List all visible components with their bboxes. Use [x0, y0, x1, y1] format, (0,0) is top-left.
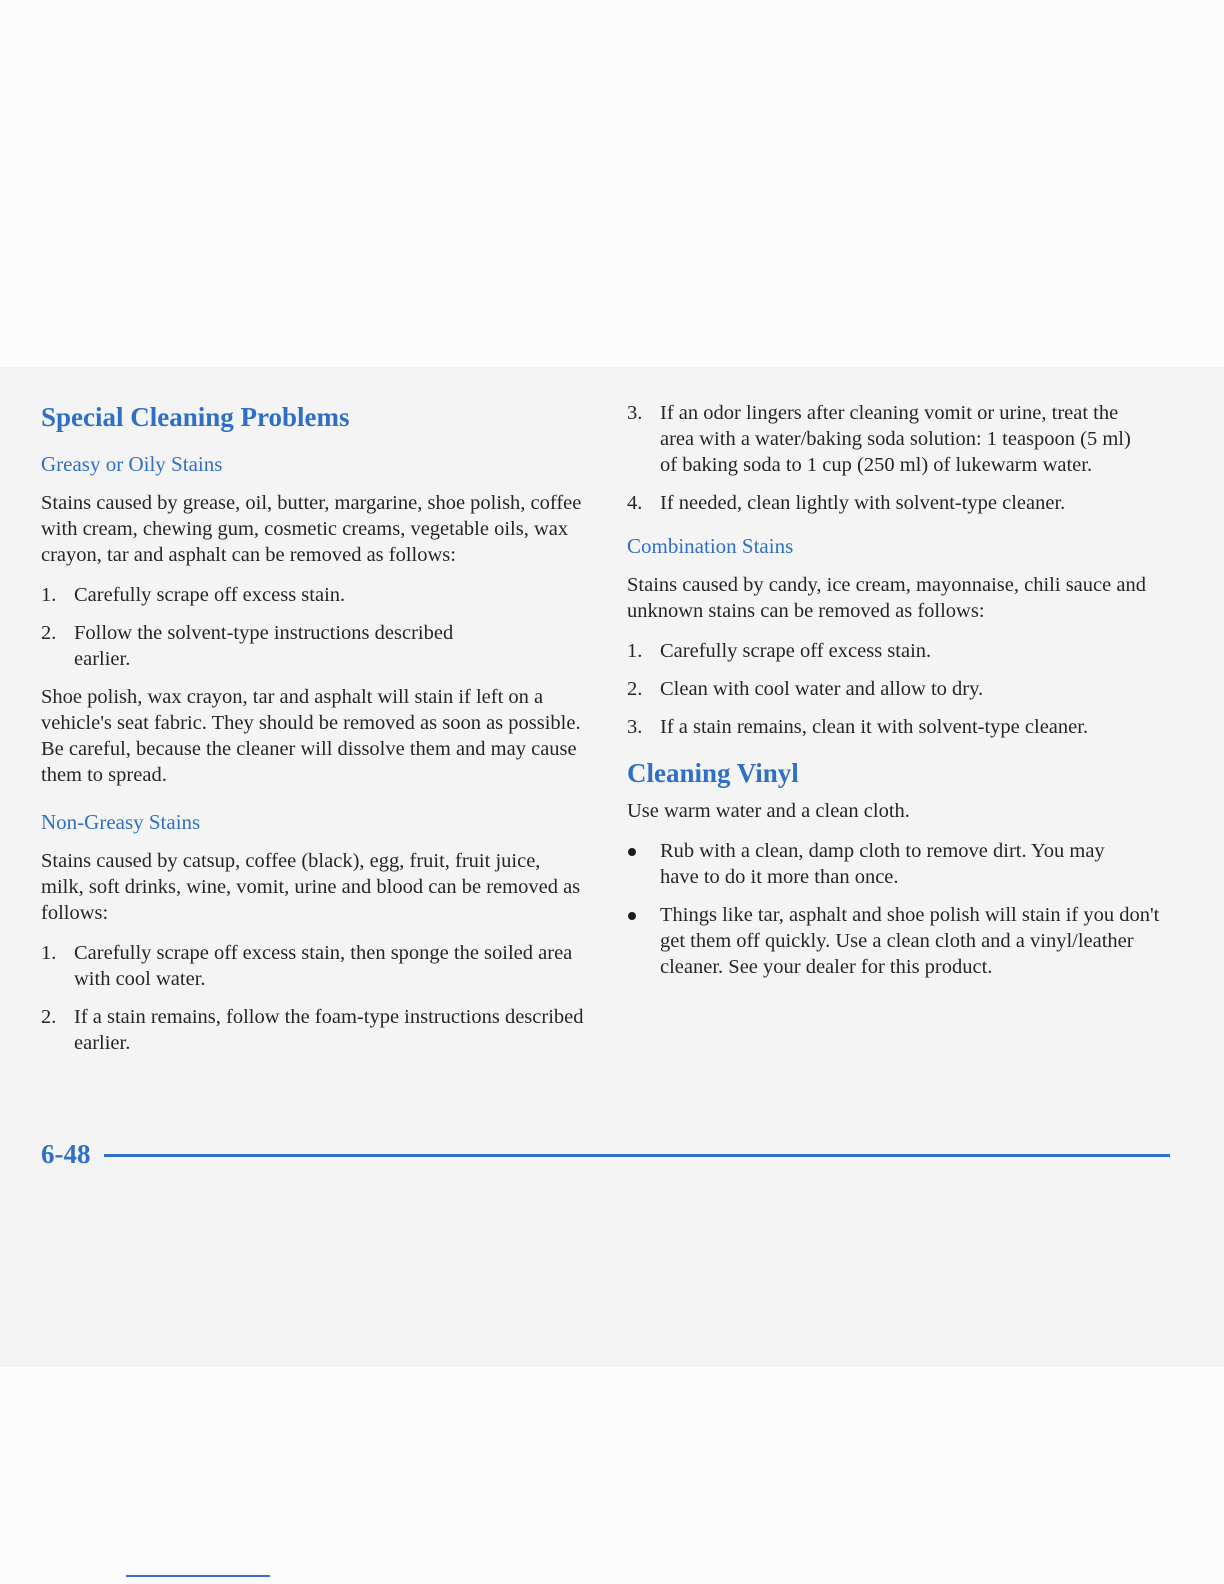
step-number: 1.	[41, 942, 57, 964]
subheading-greasy-stains: Greasy or Oily Stains	[41, 452, 223, 476]
combination-intro: Stains caused by candy, ice cream, mayonnaise, chili sauce and unknown stains can be removed as follows:	[627, 574, 1146, 622]
bullet-icon	[628, 848, 636, 856]
list-item	[627, 714, 1182, 740]
list-item	[627, 400, 1182, 478]
step-text: Follow the solvent-type instructions described earlier.	[74, 622, 454, 670]
bullet-icon	[628, 912, 636, 920]
step-number: 1.	[627, 640, 643, 662]
list-item	[627, 902, 1182, 980]
list-item	[41, 582, 586, 608]
step-number: 2.	[627, 678, 643, 700]
step-text: Carefully scrape off excess stain.	[74, 584, 346, 606]
footer-divider	[104, 1154, 1170, 1157]
step-text: Clean with cool water and allow to dry.	[660, 678, 984, 700]
step-text: If a stain remains, clean it with solvent-type cleaner.	[660, 716, 1089, 738]
list-item	[627, 490, 1182, 516]
page-number: 6-48	[41, 1139, 91, 1169]
combination-steps-list	[627, 638, 1182, 740]
step-text: If a stain remains, follow the foam-type instructions described earlier.	[74, 1006, 584, 1054]
section-title-cleaning-vinyl: Cleaning Vinyl	[627, 758, 799, 788]
bottom-divider	[126, 1575, 270, 1577]
list-item	[627, 676, 1182, 702]
step-number: 4.	[627, 492, 643, 514]
vinyl-bullet-list	[627, 838, 1182, 980]
non-greasy-intro: Stains caused by catsup, coffee (black), egg, fruit, fruit juice, milk, soft drinks, wine, vomit, urine and blood can be removed as follows:	[41, 850, 581, 924]
step-text: If an odor lingers after cleaning vomit or urine, treat the area with a water/baking soda solution: 1 teaspoon (5 ml) of baking soda to 1 cup (250 ml) of lukewarm water.	[660, 402, 1131, 476]
list-item	[627, 838, 1182, 890]
greasy-note: Shoe polish, wax crayon, tar and asphalt will stain if left on a vehicle's seat fabric. They should be removed as soon as possible. Be careful, because the cleaner will dissolve them and may cause them to spread.	[41, 686, 581, 786]
step-number: 3.	[627, 716, 643, 738]
greasy-intro: Stains caused by grease, oil, butter, margarine, shoe polish, coffee with cream, chewing gum, cosmetic creams, vegetable oils, wax crayon, tar and asphalt can be removed as follows:	[41, 492, 582, 566]
left-column	[41, 400, 586, 1068]
bullet-text: Things like tar, asphalt and shoe polish will stain if you don't get them off quickly. Use a clean cloth and a vinyl/leather cleaner. See your dealer for this product.	[660, 904, 1160, 978]
step-number: 2.	[41, 1006, 57, 1028]
non-greasy-steps-list	[41, 940, 586, 1056]
step-text: If needed, clean lightly with solvent-type cleaner.	[660, 492, 1066, 514]
subheading-non-greasy-stains: Non-Greasy Stains	[41, 810, 201, 834]
greasy-steps-list	[41, 582, 586, 672]
list-item	[627, 638, 1182, 664]
vinyl-intro: Use warm water and a clean cloth.	[627, 800, 910, 822]
step-text: Carefully scrape off excess stain.	[660, 640, 932, 662]
list-item	[41, 940, 586, 992]
subheading-combination-stains: Combination Stains	[627, 534, 794, 558]
step-text: Carefully scrape off excess stain, then sponge the soiled area with cool water.	[74, 942, 573, 990]
list-item	[41, 1004, 586, 1056]
continued-steps-list	[627, 400, 1182, 516]
step-number: 1.	[41, 584, 57, 606]
section-title-special-cleaning: Special Cleaning Problems	[41, 402, 350, 432]
step-number: 2.	[41, 622, 57, 644]
bullet-text: Rub with a clean, damp cloth to remove dirt. You may have to do it more than once.	[660, 840, 1105, 888]
list-item	[41, 620, 474, 672]
right-column	[627, 400, 1182, 992]
step-number: 3.	[627, 402, 643, 424]
